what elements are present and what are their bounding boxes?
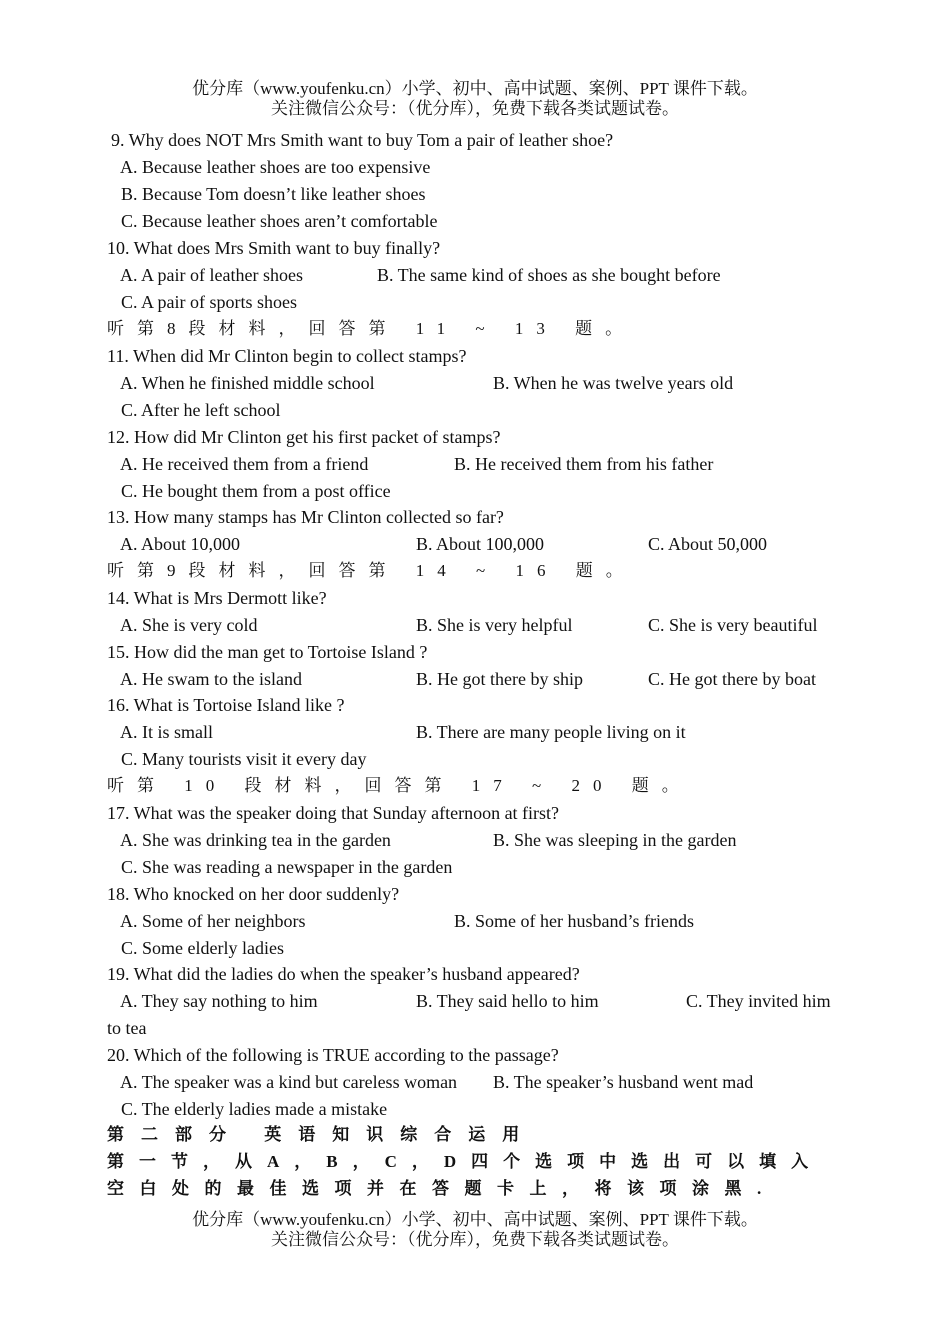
question-19-option-c: C. They invited him <box>686 991 831 1011</box>
question-10-option-a: A. A pair of leather shoes <box>120 265 303 285</box>
question-12-option-c: C. He bought them from a post office <box>121 481 391 501</box>
question-9-stem: 9. Why does NOT Mrs Smith want to buy Tom a pair of leather shoe? <box>111 130 614 150</box>
question-12-stem: 12. How did Mr Clinton get his first packet of stamps? <box>107 427 501 447</box>
part-2-title: 第二部分 英语知识综合运用 <box>107 1125 537 1144</box>
question-13-option-b: B. About 100,000 <box>416 534 545 554</box>
question-17-option-b: B. She was sleeping in the garden <box>493 830 737 850</box>
listening-section-10-instruction: 听第 10 段材料，回答第 17 ~ 20 题。 <box>107 776 692 795</box>
question-13-option-c: C. About 50,000 <box>648 534 768 554</box>
question-20-option-c: C. The elderly ladies made a mistake <box>121 1099 388 1119</box>
listening-section-8-instruction: 听第8段材料，回答第 11 ~ 13 题。 <box>107 319 636 338</box>
header-line-1: 优分库（www.youfenku.cn）小学、初中、高中试题、案例、PPT 课件下载。 <box>192 79 758 98</box>
question-9-option-a: A. Because leather shoes are too expensive <box>120 157 431 177</box>
question-12-option-a: A. He received them from a friend <box>120 454 369 474</box>
question-14-option-c: C. She is very beautiful <box>648 615 818 635</box>
question-14-stem: 14. What is Mrs Dermott like? <box>107 588 327 608</box>
question-19-option-c-continued: to tea <box>107 1018 147 1038</box>
question-16-option-a: A. It is small <box>120 722 213 742</box>
question-13-stem: 13. How many stamps has Mr Clinton collected so far? <box>107 507 504 527</box>
question-18-option-b: B. Some of her husband’s friends <box>454 911 694 931</box>
question-18-stem: 18. Who knocked on her door suddenly? <box>107 884 400 904</box>
question-10-stem: 10. What does Mrs Smith want to buy finally? <box>107 238 441 258</box>
question-15-option-a: A. He swam to the island <box>120 669 302 689</box>
question-14-option-a: A. She is very cold <box>120 615 258 635</box>
question-9-option-c: C. Because leather shoes aren’t comfortable <box>121 211 438 231</box>
question-16-option-c: C. Many tourists visit it every day <box>121 749 367 769</box>
question-19-option-a: A. They say nothing to him <box>120 991 318 1011</box>
question-17-stem: 17. What was the speaker doing that Sunday afternoon at first? <box>107 803 560 823</box>
question-17-option-a: A. She was drinking tea in the garden <box>120 830 391 850</box>
header-line-2: 关注微信公众号：（优分库），免费下载各类试题试卷。 <box>271 99 679 118</box>
question-15-option-c: C. He got there by boat <box>648 669 816 689</box>
question-11-option-a: A. When he finished middle school <box>120 373 375 393</box>
question-15-stem: 15. How did the man get to Tortoise Island ? <box>107 642 428 662</box>
question-9-option-b: B. Because Tom doesn’t like leather shoes <box>121 184 426 204</box>
question-11-option-b: B. When he was twelve years old <box>493 373 734 393</box>
question-13-option-a: A. About 10,000 <box>120 534 241 554</box>
question-11-stem: 11. When did Mr Clinton begin to collect stamps? <box>107 346 467 366</box>
question-20-stem: 20. Which of the following is TRUE according to the passage? <box>107 1045 559 1065</box>
footer-line-1: 优分库（www.youfenku.cn）小学、初中、高中试题、案例、PPT 课件下载。 <box>192 1210 758 1229</box>
question-20-option-a: A. The speaker was a kind but careless woman <box>120 1072 458 1092</box>
question-19-option-b: B. They said hello to him <box>416 991 599 1011</box>
listening-section-9-instruction: 听第9段材料，回答第 14 ~ 16 题。 <box>107 561 636 580</box>
question-10-option-b: B. The same kind of shoes as she bought before <box>377 265 721 285</box>
question-14-option-b: B. She is very helpful <box>416 615 573 635</box>
question-10-option-c: C. A pair of sports shoes <box>121 292 298 312</box>
question-17-option-c: C. She was reading a newspaper in the garden <box>121 857 453 877</box>
question-19-stem: 19. What did the ladies do when the speaker’s husband appeared? <box>107 964 580 984</box>
question-18-option-a: A. Some of her neighbors <box>120 911 306 931</box>
question-16-option-b: B. There are many people living on it <box>416 722 686 742</box>
question-18-option-c: C. Some elderly ladies <box>121 938 284 958</box>
question-12-option-b: B. He received them from his father <box>454 454 714 474</box>
question-20-option-b: B. The speaker’s husband went mad <box>493 1072 754 1092</box>
question-11-option-c: C. After he left school <box>121 400 281 420</box>
footer-line-2: 关注微信公众号：（优分库），免费下载各类试题试卷。 <box>271 1230 679 1249</box>
part-2-instruction-line-2: 空白处的最佳选项并在答题卡上，将该项涂黑. <box>107 1179 777 1198</box>
question-16-stem: 16. What is Tortoise Island like ? <box>107 695 345 715</box>
part-2-instruction-line-1: 第一节，从A，B，C，D四个选项中选出可以填入 <box>107 1152 824 1171</box>
question-15-option-b: B. He got there by ship <box>416 669 583 689</box>
